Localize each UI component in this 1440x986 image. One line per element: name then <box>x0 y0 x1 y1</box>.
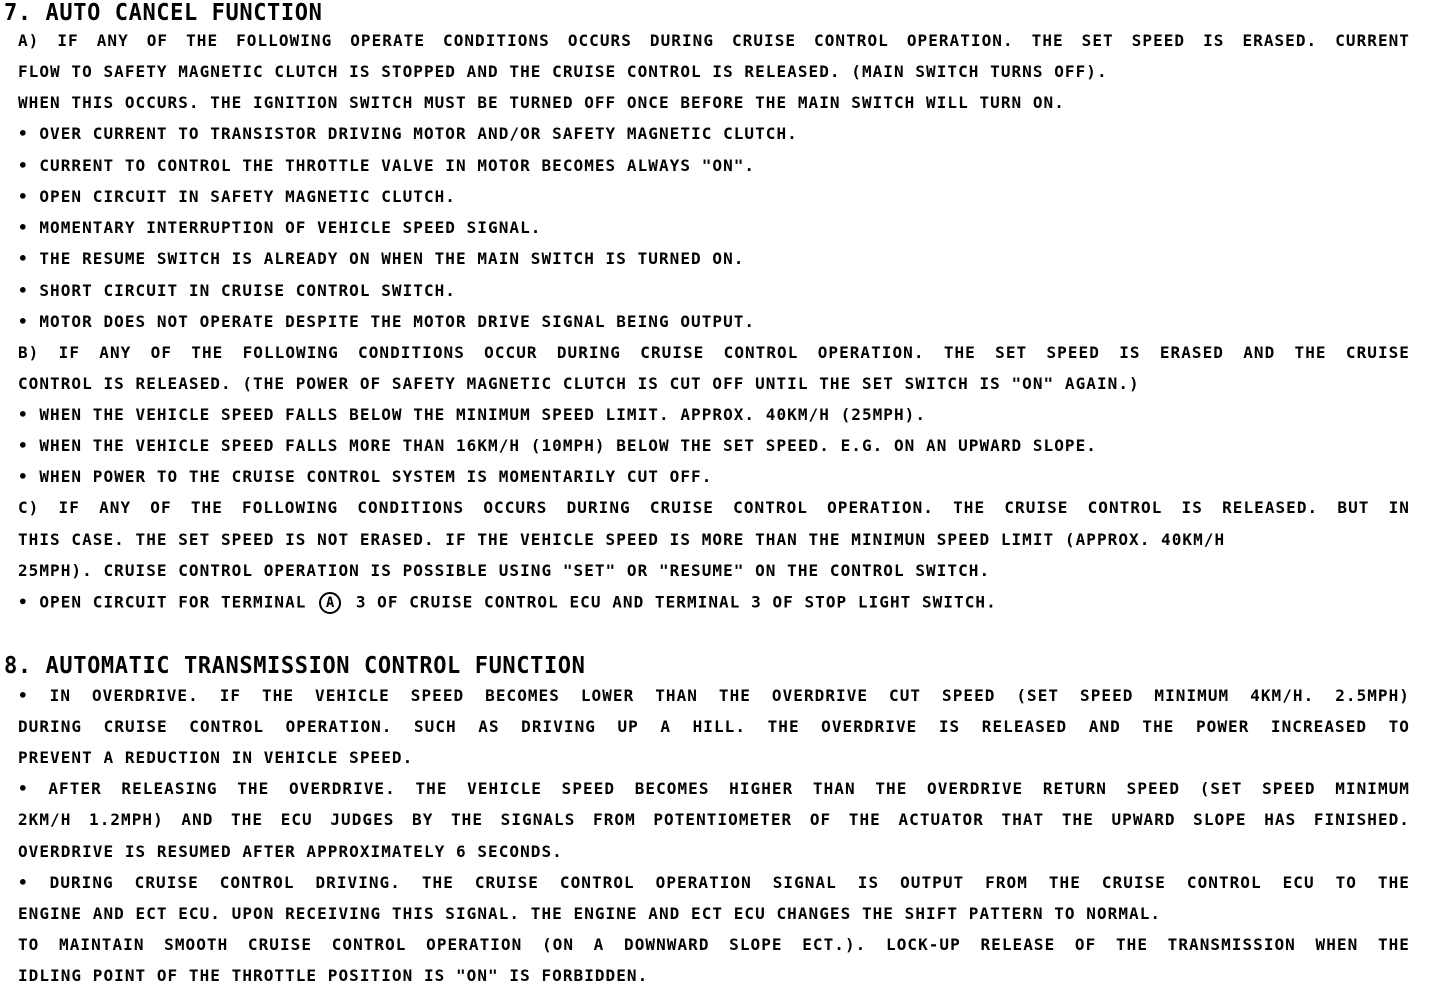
circled-terminal-label: A <box>319 592 341 614</box>
section-7-bullet-2: • CURRENT TO CONTROL THE THROTTLE VALVE IN MOTOR BECOMES ALWAYS "ON". <box>18 156 756 175</box>
section-7-bullet-4: • MOMENTARY INTERRUPTION OF VEHICLE SPEED SIGNAL. <box>18 218 542 237</box>
bullet-text-after: 3 OF CRUISE CONTROL ECU AND TERMINAL 3 OF STOP LIGHT SWITCH. <box>355 592 997 612</box>
section-7-bullet-11 <box>18 592 997 614</box>
section-8-line-4: • AFTER RELEASING THE OVERDRIVE. THE VEHICLE SPEED BECOMES HIGHER THAN THE OVERDRIVE RETURN SPEED (SET SPEED MINIMUM <box>18 779 1410 798</box>
section-7-bullet-1: • OVER CURRENT TO TRANSISTOR DRIVING MOTOR AND/OR SAFETY MAGNETIC CLUTCH. <box>18 124 798 143</box>
bullet-text-before: • OPEN CIRCUIT FOR TERMINAL <box>18 592 307 612</box>
section-7-bullet-8: • WHEN THE VEHICLE SPEED FALLS BELOW THE MINIMUM SPEED LIMIT. APPROX. 40KM/H (25MPH). <box>18 405 927 424</box>
section-7-line-a-1: A) IF ANY OF THE FOLLOWING OPERATE CONDITIONS OCCURS DURING CRUISE CONTROL OPERATION. THE SET SPEED IS ERASED. CURRENT <box>18 31 1410 50</box>
section-7-bullet-5: • THE RESUME SWITCH IS ALREADY ON WHEN THE MAIN SWITCH IS TURNED ON. <box>18 249 745 268</box>
section-7-bullet-3: • OPEN CIRCUIT IN SAFETY MAGNETIC CLUTCH. <box>18 187 456 206</box>
section-7-line-c-2: THIS CASE. THE SET SPEED IS NOT ERASED. IF THE VEHICLE SPEED IS MORE THAN THE MINIMUN SPEED LIMIT (APPROX. 40KM/H <box>18 530 1226 549</box>
section-7-bullet-9: • WHEN THE VEHICLE SPEED FALLS MORE THAN 16KM/H (10MPH) BELOW THE SET SPEED. E.G. ON AN UPWARD SLOPE. <box>18 436 1097 455</box>
section-7-bullet-7: • MOTOR DOES NOT OPERATE DESPITE THE MOTOR DRIVE SIGNAL BEING OUTPUT. <box>18 312 756 331</box>
section-7-line-c-1: C) IF ANY OF THE FOLLOWING CONDITIONS OCCURS DURING CRUISE CONTROL OPERATION. THE CRUISE CONTROL IS RELEASED. BUT IN <box>18 498 1410 517</box>
section-7-bullet-10: • WHEN POWER TO THE CRUISE CONTROL SYSTEM IS MOMENTARILY CUT OFF. <box>18 467 713 486</box>
section-7-bullet-6: • SHORT CIRCUIT IN CRUISE CONTROL SWITCH. <box>18 281 456 300</box>
section-8-line-3: PREVENT A REDUCTION IN VEHICLE SPEED. <box>18 748 414 767</box>
section-8-line-9: TO MAINTAIN SMOOTH CRUISE CONTROL OPERATION (ON A DOWNWARD SLOPE ECT.). LOCK-UP RELEASE OF THE TRANSMISSION WHEN THE <box>18 935 1410 954</box>
section-8-line-5: 2KM/H 1.2MPH) AND THE ECU JUDGES BY THE SIGNALS FROM POTENTIOMETER OF THE ACTUATOR THAT THE UPWARD SLOPE HAS FINISHED. <box>18 810 1410 829</box>
section-7-line-b-1: B) IF ANY OF THE FOLLOWING CONDITIONS OCCUR DURING CRUISE CONTROL OPERATION. THE SET SPEED IS ERASED AND THE CRUISE <box>18 343 1410 362</box>
section-7-line-a-3: WHEN THIS OCCURS. THE IGNITION SWITCH MUST BE TURNED OFF ONCE BEFORE THE MAIN SWITCH WILL TURN ON. <box>18 93 1065 112</box>
section-8-line-8: ENGINE AND ECT ECU. UPON RECEIVING THIS SIGNAL. THE ENGINE AND ECT ECU CHANGES THE SHIFT PATTERN TO NORMAL. <box>18 904 1162 923</box>
section-7-line-c-3: 25MPH). CRUISE CONTROL OPERATION IS POSSIBLE USING "SET" OR "RESUME" ON THE CONTROL SWITCH. <box>18 561 991 580</box>
section-7-line-b-2: CONTROL IS RELEASED. (THE POWER OF SAFETY MAGNETIC CLUTCH IS CUT OFF UNTIL THE SET SWITCH IS "ON" AGAIN.) <box>18 374 1140 393</box>
section-7-title: 7. AUTO CANCEL FUNCTION <box>4 0 323 27</box>
section-8-title: 8. AUTOMATIC TRANSMISSION CONTROL FUNCTION <box>4 653 586 680</box>
section-7-line-a-2: FLOW TO SAFETY MAGNETIC CLUTCH IS STOPPED AND THE CRUISE CONTROL IS RELEASED. (MAIN SWITCH TURNS OFF). <box>18 62 1108 81</box>
section-8-line-2: DURING CRUISE CONTROL OPERATION. SUCH AS DRIVING UP A HILL. THE OVERDRIVE IS RELEASED AND THE POWER INCREASED TO <box>18 717 1410 736</box>
section-8-line-7: • DURING CRUISE CONTROL DRIVING. THE CRUISE CONTROL OPERATION SIGNAL IS OUTPUT FROM THE CRUISE CONTROL ECU TO THE <box>18 873 1410 892</box>
section-8-line-10: IDLING POINT OF THE THROTTLE POSITION IS "ON" IS FORBIDDEN. <box>18 966 649 985</box>
section-8-line-6: OVERDRIVE IS RESUMED AFTER APPROXIMATELY 6 SECONDS. <box>18 842 563 861</box>
section-8-line-1: • IN OVERDRIVE. IF THE VEHICLE SPEED BECOMES LOWER THAN THE OVERDRIVE CUT SPEED (SET SPEED MINIMUM 4KM/H. 2.5MPH) <box>18 686 1410 705</box>
